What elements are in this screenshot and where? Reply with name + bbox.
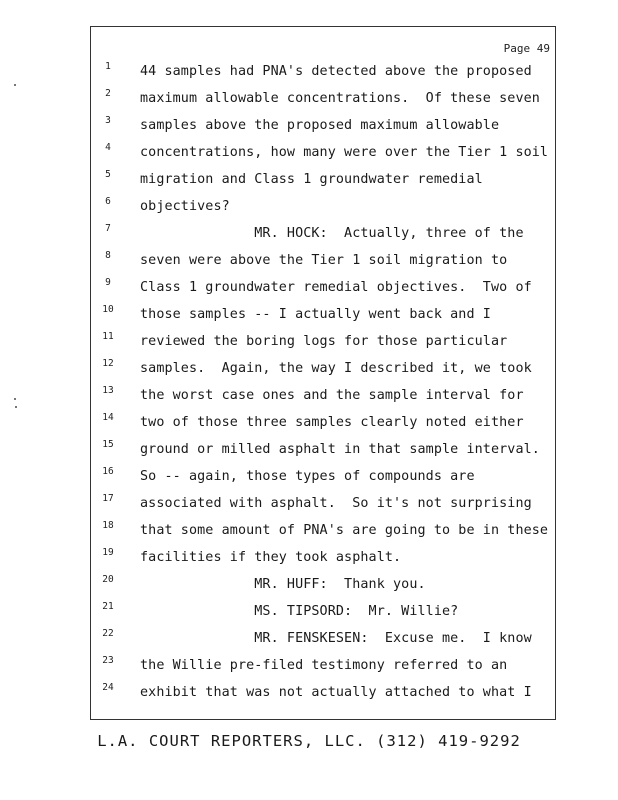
line-number: 9 <box>105 277 111 288</box>
line-number: 7 <box>105 223 111 234</box>
transcript-line <box>0 301 618 328</box>
line-number: 20 <box>102 574 114 585</box>
court-reporter-footer: L.A. COURT REPORTERS, LLC. (312) 419-9292 <box>97 732 521 750</box>
line-number: 21 <box>102 601 114 612</box>
line-text: reviewed the boring logs for those particular <box>140 334 508 349</box>
transcript-line <box>0 166 618 193</box>
line-text: MS. TIPSORD: Mr. Willie? <box>140 604 459 619</box>
line-number: 12 <box>102 358 114 369</box>
line-number: 13 <box>102 385 114 396</box>
transcript-line <box>0 328 618 355</box>
line-number: 6 <box>105 196 111 207</box>
line-text: samples. Again, the way I described it, we took <box>140 361 532 376</box>
line-text: the Willie pre-filed testimony referred to an <box>140 658 508 673</box>
line-number: 4 <box>105 142 111 153</box>
transcript-line <box>0 139 618 166</box>
line-text: that some amount of PNA's are going to be in these <box>140 523 549 538</box>
line-number: 2 <box>105 88 111 99</box>
transcript-line <box>0 436 618 463</box>
line-text: So -- again, those types of compounds are <box>140 469 475 484</box>
transcript-line <box>0 544 618 571</box>
line-text: facilities if they took asphalt. <box>140 550 402 565</box>
transcript-line <box>0 409 618 436</box>
scan-speck <box>14 398 16 400</box>
line-number: 24 <box>102 682 114 693</box>
line-number: 15 <box>102 439 114 450</box>
scan-speck <box>14 84 16 86</box>
transcript-line <box>0 463 618 490</box>
line-text: exhibit that was not actually attached to what I <box>140 685 532 700</box>
line-text: concentrations, how many were over the Tier 1 soil <box>140 145 549 160</box>
line-text: migration and Class 1 groundwater remedial <box>140 172 483 187</box>
line-number: 17 <box>102 493 114 504</box>
line-number: 11 <box>102 331 114 342</box>
transcript-line <box>0 220 618 247</box>
transcript-line <box>0 112 618 139</box>
line-number: 16 <box>102 466 114 477</box>
line-text: 44 samples had PNA's detected above the proposed <box>140 64 532 79</box>
line-text: maximum allowable concentrations. Of these seven <box>140 91 540 106</box>
transcript-line <box>0 679 618 706</box>
line-number: 5 <box>105 169 111 180</box>
transcript-line <box>0 598 618 625</box>
transcript-line <box>0 571 618 598</box>
line-text: MR. HOCK: Actually, three of the <box>140 226 524 241</box>
transcript-line <box>0 625 618 652</box>
line-text: associated with asphalt. So it's not surprising <box>140 496 532 511</box>
line-number: 1 <box>105 61 111 72</box>
line-number: 8 <box>105 250 111 261</box>
transcript-line <box>0 652 618 679</box>
line-text: samples above the proposed maximum allowable <box>140 118 500 133</box>
line-number: 18 <box>102 520 114 531</box>
transcript-line <box>0 247 618 274</box>
transcript-line <box>0 85 618 112</box>
transcript-line <box>0 517 618 544</box>
transcript-line <box>0 58 618 85</box>
line-text: MR. HUFF: Thank you. <box>140 577 426 592</box>
transcript-line <box>0 193 618 220</box>
line-number: 3 <box>105 115 111 126</box>
line-text: ground or milled asphalt in that sample interval. <box>140 442 540 457</box>
line-number: 22 <box>102 628 114 639</box>
transcript-line <box>0 274 618 301</box>
line-text: MR. FENSKESEN: Excuse me. I know <box>140 631 532 646</box>
line-text: seven were above the Tier 1 soil migration to <box>140 253 508 268</box>
transcript-lines <box>0 58 618 706</box>
line-number: 19 <box>102 547 114 558</box>
line-text: the worst case ones and the sample interval for <box>140 388 524 403</box>
line-text: Class 1 groundwater remedial objectives. Two of <box>140 280 532 295</box>
line-text: two of those three samples clearly noted either <box>140 415 524 430</box>
transcript-line <box>0 382 618 409</box>
transcript-line <box>0 355 618 382</box>
scan-speck <box>15 406 17 408</box>
line-text: those samples -- I actually went back and I <box>140 307 491 322</box>
line-number: 14 <box>102 412 114 423</box>
line-number: 10 <box>102 304 114 315</box>
line-number: 23 <box>102 655 114 666</box>
page-number: Page 49 <box>503 42 550 55</box>
line-text: objectives? <box>140 199 230 214</box>
transcript-line <box>0 490 618 517</box>
